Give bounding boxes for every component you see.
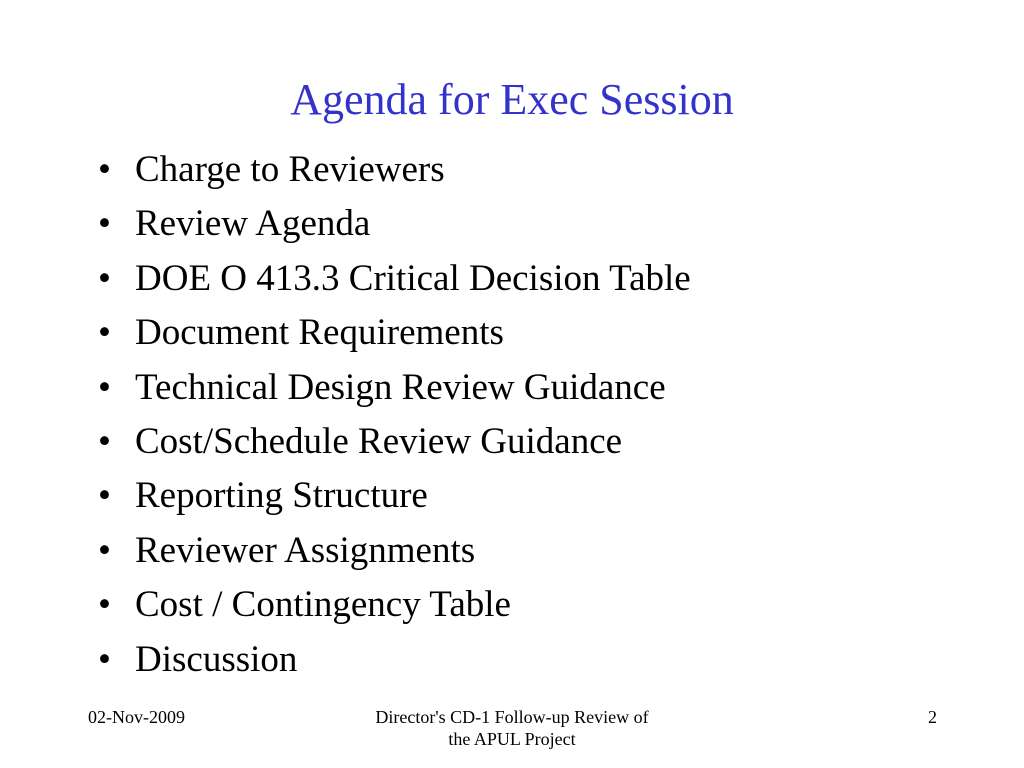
agenda-item-label: Cost/Schedule Review Guidance — [135, 420, 623, 462]
bullet-icon: • — [98, 584, 111, 626]
agenda-item-label: Review Agenda — [135, 203, 371, 245]
bullet-icon: • — [98, 149, 111, 190]
agenda-item-label: Cost / Contingency Table — [135, 584, 511, 626]
page-number: 2 — [928, 707, 937, 727]
bullet-icon: • — [98, 475, 111, 517]
agenda-item-label: Reporting Structure — [135, 475, 428, 517]
agenda-item — [98, 306, 691, 360]
footer-date: 02-Nov-2009 — [88, 707, 185, 727]
agenda-item-label: Document Requirements — [135, 312, 504, 354]
agenda-item-label: Technical Design Review Guidance — [135, 366, 666, 408]
agenda-item — [98, 415, 691, 469]
agenda-item-label: DOE O 413.3 Critical Decision Table — [135, 257, 691, 299]
agenda-item-label: Charge to Reviewers — [135, 149, 445, 190]
bullet-icon: • — [98, 312, 111, 354]
agenda-item — [98, 469, 691, 523]
agenda-item — [98, 633, 691, 687]
bullet-icon: • — [98, 203, 111, 245]
footer-title-line-1: Director's CD-1 Follow-up Review of — [375, 707, 649, 727]
bullet-icon: • — [98, 366, 111, 408]
bullet-icon: • — [98, 638, 111, 680]
agenda-list — [98, 143, 691, 687]
agenda-item — [98, 361, 691, 415]
agenda-item-label: Discussion — [135, 638, 298, 680]
footer-title-line-2: the APUL Project — [448, 729, 576, 749]
footer-presentation-title — [312, 706, 712, 750]
agenda-item — [98, 197, 691, 251]
agenda-item — [98, 143, 691, 197]
agenda-item — [98, 252, 691, 306]
bullet-icon: • — [98, 529, 111, 571]
agenda-item — [98, 578, 691, 632]
bullet-icon: • — [98, 420, 111, 462]
slide-title: Agenda for Exec Session — [290, 75, 734, 124]
bullet-icon: • — [98, 257, 111, 299]
agenda-item — [98, 524, 691, 578]
agenda-item-label: Reviewer Assignments — [135, 529, 476, 571]
